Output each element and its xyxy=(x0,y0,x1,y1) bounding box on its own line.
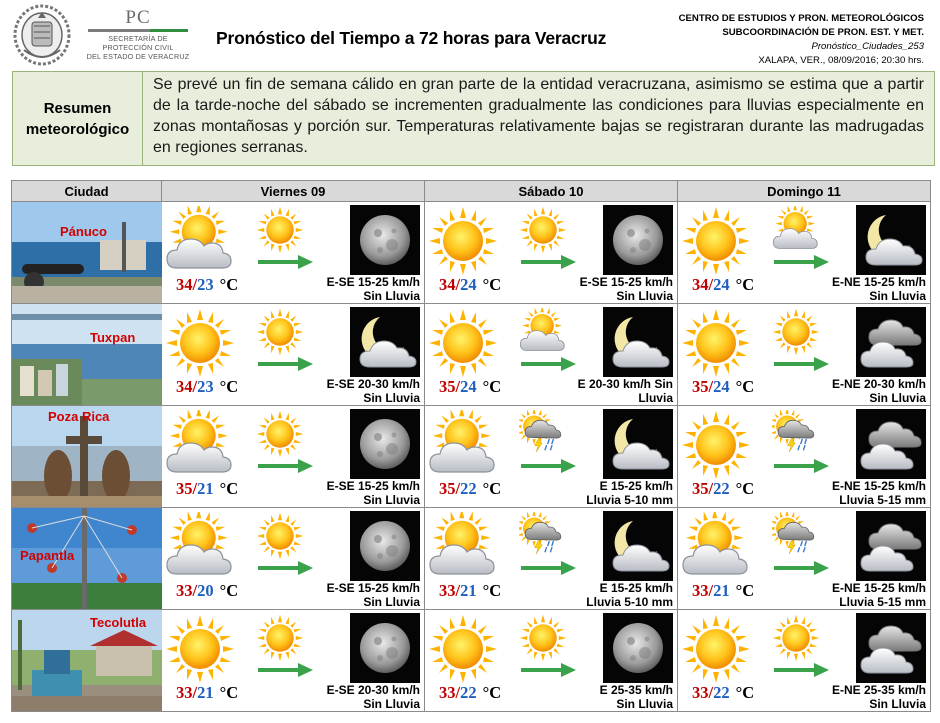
temp-max: 34 xyxy=(176,275,193,294)
summary-label xyxy=(13,72,143,165)
temperature-range xyxy=(692,479,754,499)
rain-text: Lluvia xyxy=(638,391,673,405)
temperature-range xyxy=(439,275,501,295)
temp-max: 35 xyxy=(439,377,456,396)
wind-rain-info xyxy=(327,377,420,405)
table-header-row xyxy=(12,181,931,202)
temp-max: 35 xyxy=(176,479,193,498)
sun-icon xyxy=(681,614,751,684)
header-city: Ciudad xyxy=(12,181,162,202)
sun-cloud-icon xyxy=(428,410,498,480)
forecast-cell xyxy=(162,202,425,304)
temp-separator: / xyxy=(455,479,461,498)
temp-unit: °C xyxy=(735,581,755,600)
wind-text: E-SE 20-30 km/h xyxy=(326,683,420,697)
temp-unit: °C xyxy=(735,377,755,396)
temp-unit: °C xyxy=(219,683,239,702)
temp-separator: / xyxy=(708,683,714,702)
temp-separator: / xyxy=(192,479,198,498)
night-cloud-icon xyxy=(856,307,926,377)
sun-cloud-icon xyxy=(519,308,567,356)
wind-rain-info xyxy=(586,581,673,609)
wind-text: E-SE 15-25 km/h xyxy=(326,581,420,595)
city-name: Poza Rica xyxy=(48,409,110,424)
forecast-cell xyxy=(425,508,678,610)
table-row xyxy=(12,610,931,712)
wind-text: E-NE 20-30 km/h xyxy=(831,377,926,391)
sun-icon xyxy=(772,308,820,356)
moon-icon xyxy=(350,205,420,275)
moon-cloud-icon xyxy=(603,511,673,581)
temp-min: 24 xyxy=(460,377,477,396)
wind-rain-info xyxy=(832,377,926,405)
wind-rain-info xyxy=(832,683,926,711)
table-row xyxy=(12,202,931,304)
city-name: Pánuco xyxy=(60,224,107,239)
sun-icon xyxy=(256,512,304,560)
temp-min: 23 xyxy=(197,275,214,294)
temp-min: 22 xyxy=(460,683,477,702)
header-day-2: Sábado 10 xyxy=(425,181,678,202)
summary-label-line-2: meteorológico xyxy=(25,120,130,138)
forecast-cell xyxy=(678,304,931,406)
rain-text: Sin Lluvia xyxy=(363,289,420,303)
temp-separator: / xyxy=(455,377,461,396)
temperature-range xyxy=(176,683,238,703)
sun-cloud-icon xyxy=(681,512,751,582)
temp-max: 35 xyxy=(439,479,456,498)
bulletin-id: Pronóstico_Ciudades_253 xyxy=(811,41,924,52)
thunderstorm-icon xyxy=(772,410,820,458)
temperature-range xyxy=(692,683,754,703)
temp-min: 23 xyxy=(197,377,214,396)
page-title: Pronóstico del Tiempo a 72 horas para Veracruz xyxy=(216,28,607,48)
forecast-cell xyxy=(425,304,678,406)
wind-text: E-SE 15-25 km/h xyxy=(326,479,420,493)
summary-text: Se prevé un fin de semana cálido en gran parte de la entidad veracruzana, asimismo se estima que a partir de la tarde-noche del sábado se incrementen gradualmente las condiciones para lluvias especialmente en zonas montañosas y porción sur. Temperaturas relativamente bajas se registraran durante las madrugadas en regiones serranas. xyxy=(143,72,934,165)
temp-max: 33 xyxy=(439,683,456,702)
wind-text: E-NE 15-25 km/h xyxy=(831,581,926,595)
pc-line-2: PROTECCIÓN CIVIL xyxy=(102,43,174,52)
wind-text: E-NE 15-25 km/h xyxy=(831,479,926,493)
page-header xyxy=(0,0,940,68)
arrow-right-icon xyxy=(521,662,577,678)
temp-unit: °C xyxy=(219,479,239,498)
moon-icon xyxy=(350,613,420,683)
rain-text: Lluvia 5-15 mm xyxy=(839,493,926,507)
sun-icon xyxy=(256,308,304,356)
sun-cloud-icon xyxy=(165,512,235,582)
pc-logo-text: PC xyxy=(125,7,151,28)
temp-unit: °C xyxy=(219,275,239,294)
pc-logo-bar xyxy=(88,29,188,32)
night-cloud-icon xyxy=(856,409,926,479)
temperature-range xyxy=(692,275,754,295)
sun-icon xyxy=(256,614,304,662)
wind-rain-info xyxy=(600,683,673,711)
sun-icon xyxy=(681,308,751,378)
temp-separator: / xyxy=(708,581,714,600)
arrow-right-icon xyxy=(258,254,314,270)
wind-rain-info xyxy=(586,479,673,507)
wind-rain-info xyxy=(580,275,673,303)
rain-text: Lluvia 5-10 mm xyxy=(586,493,673,507)
temperature-range xyxy=(176,581,238,601)
wind-text: E-SE 15-25 km/h xyxy=(326,275,420,289)
temp-max: 33 xyxy=(176,683,193,702)
sun-icon xyxy=(772,614,820,662)
sun-icon xyxy=(681,206,751,276)
arrow-right-icon xyxy=(774,356,830,372)
moon-cloud-icon xyxy=(603,409,673,479)
arrow-right-icon xyxy=(258,560,314,576)
sun-icon xyxy=(428,308,498,378)
moon-cloud-icon xyxy=(603,307,673,377)
header-day-1: Viernes 09 xyxy=(162,181,425,202)
temp-unit: °C xyxy=(735,479,755,498)
rain-text: Sin Lluvia xyxy=(869,289,926,303)
temperature-range xyxy=(439,683,501,703)
city-cell xyxy=(12,406,162,508)
rain-text: Sin Lluvia xyxy=(363,391,420,405)
agency-info xyxy=(679,12,924,68)
temp-unit: °C xyxy=(219,581,239,600)
wind-text: E-SE 20-30 km/h xyxy=(326,377,420,391)
sun-cloud-icon xyxy=(428,512,498,582)
wind-rain-info xyxy=(327,683,420,711)
wind-text: E 15-25 km/h xyxy=(599,479,673,493)
city-cell xyxy=(12,610,162,712)
city-cell xyxy=(12,304,162,406)
city-cell xyxy=(12,202,162,304)
pc-line-1: SECRETARÍA DE xyxy=(108,34,168,43)
temp-unit: °C xyxy=(735,275,755,294)
temp-max: 34 xyxy=(439,275,456,294)
temp-max: 35 xyxy=(692,377,709,396)
rain-text: Sin Lluvia xyxy=(363,493,420,507)
temp-unit: °C xyxy=(482,275,502,294)
sun-icon xyxy=(165,614,235,684)
wind-text: E 25-35 km/h xyxy=(599,683,673,697)
temp-unit: °C xyxy=(482,479,502,498)
forecast-cell xyxy=(425,202,678,304)
wind-text: E 20-30 km/h Sin xyxy=(577,377,673,391)
temp-max: 33 xyxy=(692,581,709,600)
temp-unit: °C xyxy=(735,683,755,702)
night-cloud-icon xyxy=(856,511,926,581)
forecast-cell xyxy=(425,406,678,508)
temp-min: 24 xyxy=(713,377,730,396)
forecast-cell xyxy=(162,508,425,610)
agency-line-2: SUBCOORDINACIÓN DE PRON. EST. Y MET. xyxy=(722,27,924,38)
sun-icon xyxy=(428,206,498,276)
temp-separator: / xyxy=(192,275,198,294)
arrow-right-icon xyxy=(774,458,830,474)
moon-icon xyxy=(603,205,673,275)
temp-separator: / xyxy=(455,581,461,600)
temperature-range xyxy=(692,377,754,397)
summary-label-line-1: Resumen xyxy=(43,99,112,117)
temp-min: 24 xyxy=(713,275,730,294)
forecast-cell xyxy=(162,304,425,406)
temperature-range xyxy=(692,581,754,601)
rain-text: Sin Lluvia xyxy=(616,697,673,711)
table-row xyxy=(12,406,931,508)
temp-min: 21 xyxy=(197,683,214,702)
proteccion-civil-logo xyxy=(82,8,194,61)
table-row xyxy=(12,304,931,406)
temp-unit: °C xyxy=(219,377,239,396)
temp-separator: / xyxy=(192,377,198,396)
veracruz-seal-icon xyxy=(12,4,72,66)
wind-text: E-NE 25-35 km/h xyxy=(831,683,926,697)
temp-separator: / xyxy=(192,683,198,702)
temp-min: 21 xyxy=(713,581,730,600)
issue-date: XALAPA, VER., 08/09/2016; 20:30 hrs. xyxy=(758,55,924,66)
rain-text: Sin Lluvia xyxy=(869,391,926,405)
temp-max: 35 xyxy=(692,479,709,498)
wind-rain-info xyxy=(327,479,420,507)
rain-text: Sin Lluvia xyxy=(363,697,420,711)
sun-icon xyxy=(256,410,304,458)
city-cell xyxy=(12,508,162,610)
city-name: Tuxpan xyxy=(90,330,136,345)
temp-max: 33 xyxy=(439,581,456,600)
wind-rain-info xyxy=(578,377,673,405)
pc-line-3: DEL ESTADO DE VERACRUZ xyxy=(86,52,190,61)
arrow-right-icon xyxy=(774,254,830,270)
wind-rain-info xyxy=(832,275,926,303)
city-photo xyxy=(12,202,162,303)
forecast-cell xyxy=(678,508,931,610)
sun-icon xyxy=(681,410,751,480)
sun-cloud-icon xyxy=(165,410,235,480)
night-cloud-icon xyxy=(856,613,926,683)
arrow-right-icon xyxy=(774,662,830,678)
temperature-range xyxy=(176,479,238,499)
temp-min: 21 xyxy=(460,581,477,600)
forecast-table xyxy=(11,180,931,712)
forecast-body xyxy=(12,202,931,712)
temp-min: 24 xyxy=(460,275,477,294)
temp-separator: / xyxy=(708,275,714,294)
forecast-cell xyxy=(678,202,931,304)
temp-min: 22 xyxy=(713,479,730,498)
wind-text: E-SE 15-25 km/h xyxy=(579,275,673,289)
temp-max: 34 xyxy=(176,377,193,396)
sun-cloud-icon xyxy=(772,206,820,254)
temp-max: 33 xyxy=(692,683,709,702)
rain-text: Sin Lluvia xyxy=(869,697,926,711)
rain-text: Sin Lluvia xyxy=(363,595,420,609)
forecast-cell xyxy=(678,610,931,712)
rain-text: Lluvia 5-10 mm xyxy=(586,595,673,609)
forecast-cell xyxy=(162,406,425,508)
wind-rain-info xyxy=(832,581,926,609)
sun-icon xyxy=(519,206,567,254)
temperature-range xyxy=(439,479,501,499)
arrow-right-icon xyxy=(521,254,577,270)
sun-icon xyxy=(428,614,498,684)
rain-text: Sin Lluvia xyxy=(616,289,673,303)
temp-separator: / xyxy=(708,479,714,498)
temperature-range xyxy=(439,377,501,397)
header-day-3: Domingo 11 xyxy=(678,181,931,202)
wind-rain-info xyxy=(327,581,420,609)
arrow-right-icon xyxy=(521,560,577,576)
temp-separator: / xyxy=(192,581,198,600)
temp-unit: °C xyxy=(482,377,502,396)
arrow-right-icon xyxy=(521,458,577,474)
forecast-cell xyxy=(425,610,678,712)
moon-icon xyxy=(350,511,420,581)
forecast-cell xyxy=(678,406,931,508)
moon-cloud-icon xyxy=(856,205,926,275)
temp-separator: / xyxy=(708,377,714,396)
temp-min: 21 xyxy=(197,479,214,498)
temp-max: 33 xyxy=(176,581,193,600)
rain-text: Lluvia 5-15 mm xyxy=(839,595,926,609)
agency-line-1: CENTRO DE ESTUDIOS Y PRON. METEOROLÓGICOS xyxy=(678,13,924,24)
sun-icon xyxy=(165,308,235,378)
sun-icon xyxy=(256,206,304,254)
city-photo xyxy=(12,304,162,405)
table-row xyxy=(12,508,931,610)
temp-unit: °C xyxy=(482,683,502,702)
temp-separator: / xyxy=(455,683,461,702)
forecast-cell xyxy=(162,610,425,712)
wind-text: E 15-25 km/h xyxy=(599,581,673,595)
thunderstorm-icon xyxy=(772,512,820,560)
arrow-right-icon xyxy=(521,356,577,372)
temp-max: 34 xyxy=(692,275,709,294)
sun-cloud-icon xyxy=(165,206,235,276)
temp-min: 22 xyxy=(713,683,730,702)
sun-icon xyxy=(519,614,567,662)
moon-icon xyxy=(603,613,673,683)
temperature-range xyxy=(439,581,501,601)
city-name: Papantla xyxy=(20,548,75,563)
wind-rain-info xyxy=(832,479,926,507)
temp-min: 22 xyxy=(460,479,477,498)
arrow-right-icon xyxy=(258,662,314,678)
temperature-range xyxy=(176,377,238,397)
thunderstorm-icon xyxy=(519,512,567,560)
moon-icon xyxy=(350,409,420,479)
temperature-range xyxy=(176,275,238,295)
arrow-right-icon xyxy=(258,356,314,372)
moon-cloud-icon xyxy=(350,307,420,377)
arrow-right-icon xyxy=(258,458,314,474)
temp-separator: / xyxy=(455,275,461,294)
thunderstorm-icon xyxy=(519,410,567,458)
weather-summary xyxy=(12,71,935,166)
temp-unit: °C xyxy=(482,581,502,600)
wind-text: E-NE 15-25 km/h xyxy=(831,275,926,289)
city-name: Tecolutla xyxy=(90,615,147,630)
temp-min: 20 xyxy=(197,581,214,600)
wind-rain-info xyxy=(327,275,420,303)
arrow-right-icon xyxy=(774,560,830,576)
